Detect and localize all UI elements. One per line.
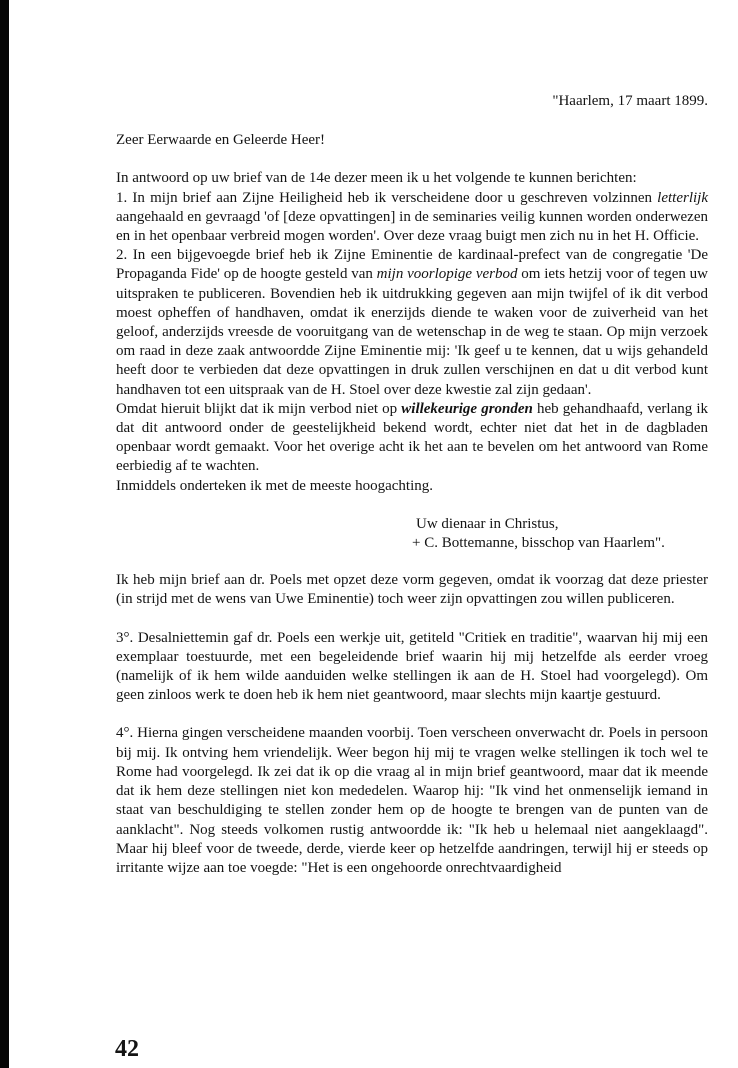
letter-intro: In antwoord op uw brief van de 14e dezer meen ik u het volgende te kunnen berichten:	[116, 170, 637, 187]
point-4-paragraph: 4°. Hierna gingen verscheidene maanden voorbij. Toen verscheen onverwacht dr. Poels in persoon bij mij. Ik ontving hem vriendelijk. Weer begon hij mij te vragen welke stellingen ik toch wel te Rome had voorgelegd. Ik zei dat ik op die vraag al in mijn brief geantwoord, maar dat ik meende dat ik hem deze stellingen niet kon mededelen. Waarop hij: "Ik vind het onmenselijk iemand in staat van beschuldiging te stellen zonder hem op de hoogte te brengen van de punten van de aanklacht". Nog steeds volkomen rustig antwoordde ik: "Ik heb u helemaal niet aangeklaagd". Maar hij bleef voor de tweede, derde, vierde keer op hetzelfde aandringen, terwijl hij er steeds op irritante wijze aan toe voegde: "Het is een ongehoorde onrechtvaardigheid	[116, 725, 708, 876]
point-1-text-post: aangehaald en gevraagd 'of [deze opvattingen] in de seminaries veilig kunnen worden onderwezen en in het openbaar verbreid mogen worden'. Over deze vraag buigt men zich nu in het H. Officie.	[116, 208, 708, 245]
signature-line-2: + C. Bottemanne, bisschop van Haarlem".	[412, 535, 665, 552]
scan-edge-bar	[0, 0, 9, 1068]
explanation-paragraph: Ik heb mijn brief aan dr. Poels met opzet deze vorm gegeven, omdat ik voorzag dat deze priester (in strijd met de wens van Uwe Eminentie) toch weer zijn opvattingen zou willen publiceren.	[116, 572, 708, 608]
letter-salutation: Zeer Eerwaarde en Geleerde Heer!	[116, 132, 326, 149]
point-2-text-post: om iets hetzij voor of tegen uw uitspraken te publiceren. Bovendien heb ik uitdrukking gegeven aan mijn twijfel of ik dit verbod moest opheffen of handhaven, omdat ik enerzijds diende te waken voor de zuiverheid van het geloof, anderzijds vreesde de vooruitgang van de wetenschap in de weg te staan. Op mijn verzoek om raad in deze zaak antwoordde Zijne Eminentie mij: 'Ik geef u te kennen, dat u wijs gehandeld heeft door te verbieden dat deze opvattingen in druk zullen verschijnen en dat u dit verbod kunt handhaven tot een uitspraak van de H. Stoel over deze kwestie zal zijn gedaan'.	[116, 266, 708, 398]
signature-line-1: Uw dienaar in Christus,	[416, 515, 559, 532]
page-number: 42	[115, 1036, 139, 1062]
letter-point-2	[116, 246, 708, 400]
conclusion-text-pre: Omdat hieruit blijkt dat ik mijn verbod niet op	[116, 400, 402, 417]
point-1-text-pre: 1. In mijn brief aan Zijne Heiligheid heb ik verscheidene door u geschreven volzinnen	[116, 189, 658, 206]
letter-dateline: "Haarlem, 17 maart 1899.	[552, 93, 708, 109]
point-2-emphasis: mijn voorlopige verbod	[376, 266, 518, 283]
letter-point-1	[116, 189, 708, 247]
conclusion-emphasis: willekeurige gronden	[401, 400, 533, 417]
point-3-paragraph: 3°. Desalniettemin gaf dr. Poels een werkje uit, getiteld "Critiek en traditie", waarvan hij mij een exemplaar toestuurde, met een begeleidende brief waarin hij mij hetzelfde als eerder vroeg (namelijk of ik hem wilde aanduiden welke stellingen ik aan de H. Stoel had voorgelegd). Om geen zinloos werk te doen heb ik hem niet geantwoord, maar slechts mijn kaartje gestuurd.	[116, 629, 708, 704]
point-2-text-pre: 2. In een bijgevoegde brief heb ik Zijne Eminentie de kardinaal-prefect van de congregatie 'De Propaganda Fide' op de hoogte gesteld van	[116, 247, 708, 283]
letter-conclusion	[116, 400, 708, 477]
point-1-emphasis: letterlijk	[657, 189, 708, 206]
conclusion-text-post: heb gehandhaafd, verlang ik dat dit antwoord onder de geestelijkheid bekend wordt, echter niet dat het in de dagbladen openbaar wordt gemaakt. Voor het overige acht ik het aan te bevelen om het antwoord van Rome eerbiedig af te wachten.	[116, 400, 708, 475]
letter-closing: Inmiddels onderteken ik met de meeste hoogachting.	[116, 477, 433, 494]
page-body	[116, 92, 708, 878]
